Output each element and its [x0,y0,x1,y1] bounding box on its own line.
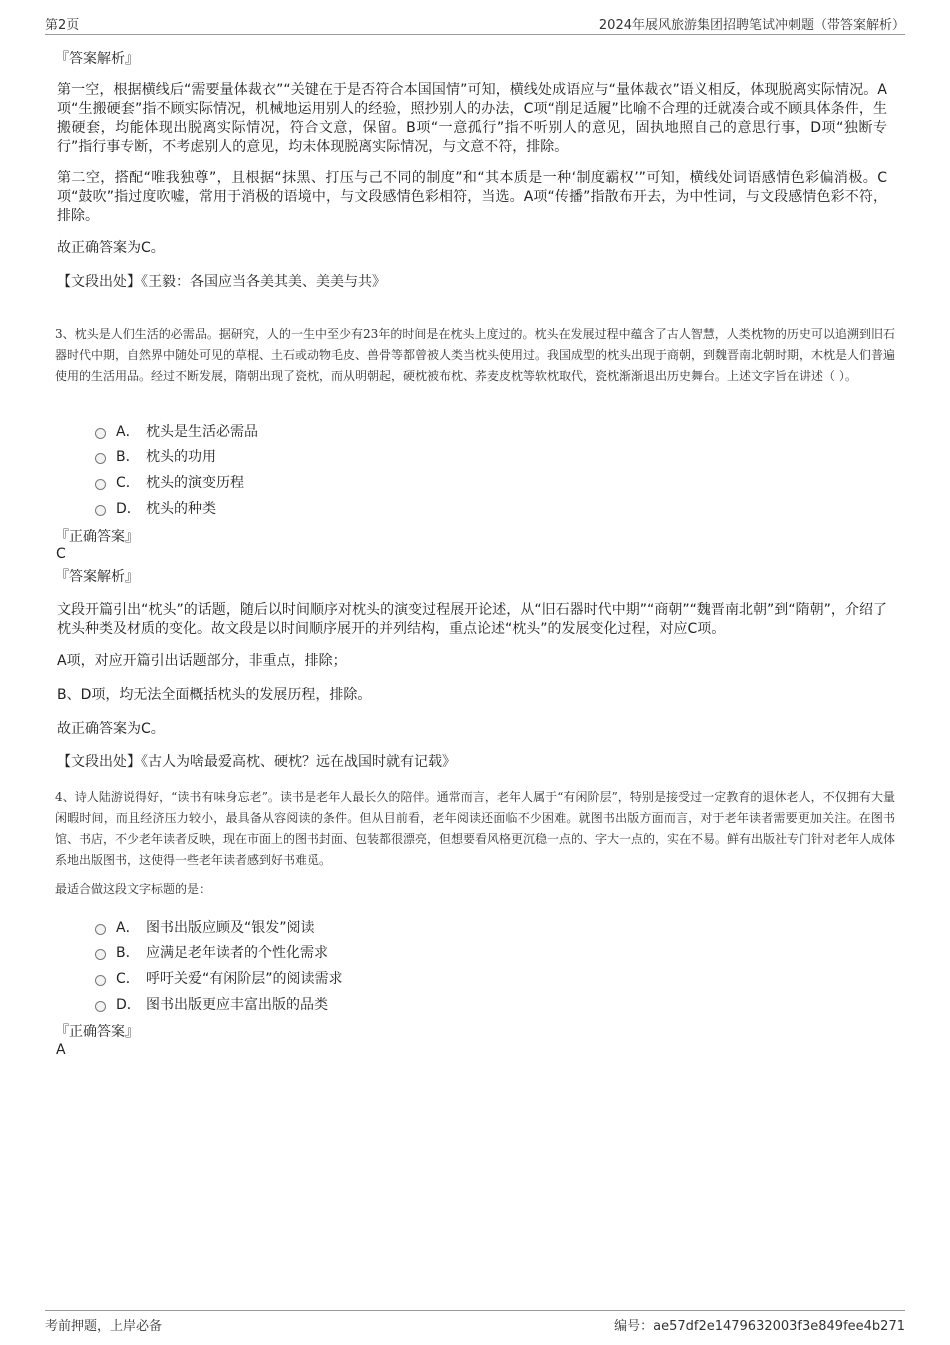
option-b[interactable] [95,446,216,466]
option-b[interactable] [95,942,328,962]
question-text: 3、枕头是人们生活的必需品。据研究，人的一生中至少有23年的时间是在枕头上度过的。枕头在发展过程中蕴含了古人智慧，人类枕物的历史可以追溯到旧石器时代中期，自然界中随处可见的草棍、土石或动物毛皮、兽骨等都曾被人类当枕头使用过。我国成型的枕头出现于商朝，到魏晋南北朝时期，木枕是人们普遍使用的生活用品。经过不断发展，隋朝出现了瓷枕，而从明朝起，硬枕被布枕、荞麦皮枕等软枕取代，瓷枕渐渐退出历史舞台。上述文字旨在讲述（ ）。 [55,327,896,383]
radio-icon[interactable] [95,505,106,516]
radio-icon[interactable] [95,453,106,464]
question-text: 4、诗人陆游说得好，“读书有味身忘老”。读书是老年人最长久的陪伴。通常而言，老年人属于“有闲阶层”，特别是接受过一定教育的退休老人，不仅拥有大量闲暇时间，而且经济压力较小，最具备从容阅读的条件。但从目前看，老年阅读还面临不少困难。就图书出版方面而言，对于老年读者需要更加关注。在图书馆、书店，不少老年读者反映，现在市面上的图书封面、包装都很漂亮，但想要看风格更沉稳一点的、字大一点的，实在不易。鲜有出版社专门针对老年人成体系地出版图书，这使得一些老年读者感到好书难觅。 [55,790,896,867]
page-number: 第2页 [45,18,80,33]
answer-analysis-label: 『答案解析』 [55,569,139,585]
analysis-paragraph: 文段开篇引出“枕头”的话题，随后以时间顺序对枕头的演变过程展开论述，从“旧石器时代中期”“商朝”“魏晋南北朝”到“隋朝”，介绍了枕头种类及材质的变化。故文段是以时间顺序展开的并列结构，重点论述“枕头”的发展变化过程，对应C项。 [57,602,887,637]
option-letter: B． [116,449,140,465]
page-header [45,12,905,35]
correct-answer-label: 『正确答案』 [55,1024,139,1040]
footer-slogan: 考前押题，上岸必备 [45,1319,163,1334]
option-label: 图书出版更应丰富出版的品类 [146,997,328,1013]
radio-icon[interactable] [95,975,106,986]
radio-icon[interactable] [95,949,106,960]
option-letter: A． [116,920,140,936]
document-title: 2024年展风旅游集团招聘笔试冲刺题（带答案解析） [598,18,905,33]
analysis-paragraph: 第二空，搭配“唯我独尊”，且根据“抹黑、打压与己不同的制度”和“其本质是一种‘制度霸权’”可知，横线处词语感情色彩偏消极。C项“鼓吹”指过度吹嘘，常用于消极的语境中，与文段感情色彩相符，当选。A项“传播”指散布开去，为中性词，与文段感情色彩不符，排除。 [57,170,887,224]
correct-answer-label: 『正确答案』 [55,529,139,545]
option-d[interactable] [95,994,328,1014]
radio-icon[interactable] [95,1001,106,1012]
source-citation: 【文段出处】《古人为啥最爱高枕、硬枕？远在战国时就有记载》 [57,754,456,770]
option-label: 呼吁关爱“有闲阶层”的阅读需求 [146,971,343,987]
analysis-paragraph: A项，对应开篇引出话题部分，非重点，排除； [57,653,347,669]
answer-analysis-label: 『答案解析』 [55,51,139,67]
document-code: 编号：ae57df2e1479632003f3e849fee4b271 [614,1319,905,1334]
analysis-conclusion: 故正确答案为C。 [57,721,165,737]
option-a[interactable] [95,917,315,937]
radio-icon[interactable] [95,924,106,935]
option-letter: D． [116,501,141,517]
option-c[interactable] [95,472,244,492]
option-a[interactable] [95,421,258,441]
option-letter: A． [116,424,140,440]
option-letter: C． [116,475,140,491]
option-c[interactable] [95,968,343,988]
correct-answer: A [56,1042,66,1058]
question-prompt: 最适合做这段文字标题的是： [55,882,212,896]
radio-icon[interactable] [95,428,106,439]
option-letter: D． [116,997,141,1013]
option-label: 图书出版应顾及“银发”阅读 [146,920,315,936]
option-label: 枕头是生活必需品 [146,424,258,440]
option-label: 枕头的功用 [146,449,216,465]
option-d[interactable] [95,498,216,518]
source-citation: 【文段出处】《王毅：各国应当各美其美、美美与共》 [57,274,386,290]
radio-icon[interactable] [95,479,106,490]
option-label: 枕头的种类 [146,501,216,517]
option-label: 应满足老年读者的个性化需求 [146,945,328,961]
page-footer [45,1310,905,1335]
analysis-paragraph: 第一空，根据横线后“需要量体裁衣”“关键在于是否符合本国国情”可知，横线处成语应与“量体裁衣”语义相反，体现脱离实际情况。A项“生搬硬套”指不顾实际情况，机械地运用别人的经验，照抄别人的办法，C项“削足适履”比喻不合理的迁就凑合或不顾具体条件，生搬硬套，均能体现出脱离实际情况，符合文意，保留。B项“一意孤行”指不听别人的意见，固执地照自己的意思行事，D项“独断专行”指行事专断，不考虑别人的意见，均未体现脱离实际情况，与文意不符，排除。 [57,82,887,155]
option-letter: C． [116,971,140,987]
correct-answer: C [56,546,66,562]
analysis-paragraph: B、D项，均无法全面概括枕头的发展历程，排除。 [57,687,372,703]
analysis-conclusion: 故正确答案为C。 [57,240,165,256]
option-letter: B． [116,945,140,961]
option-label: 枕头的演变历程 [146,475,244,491]
